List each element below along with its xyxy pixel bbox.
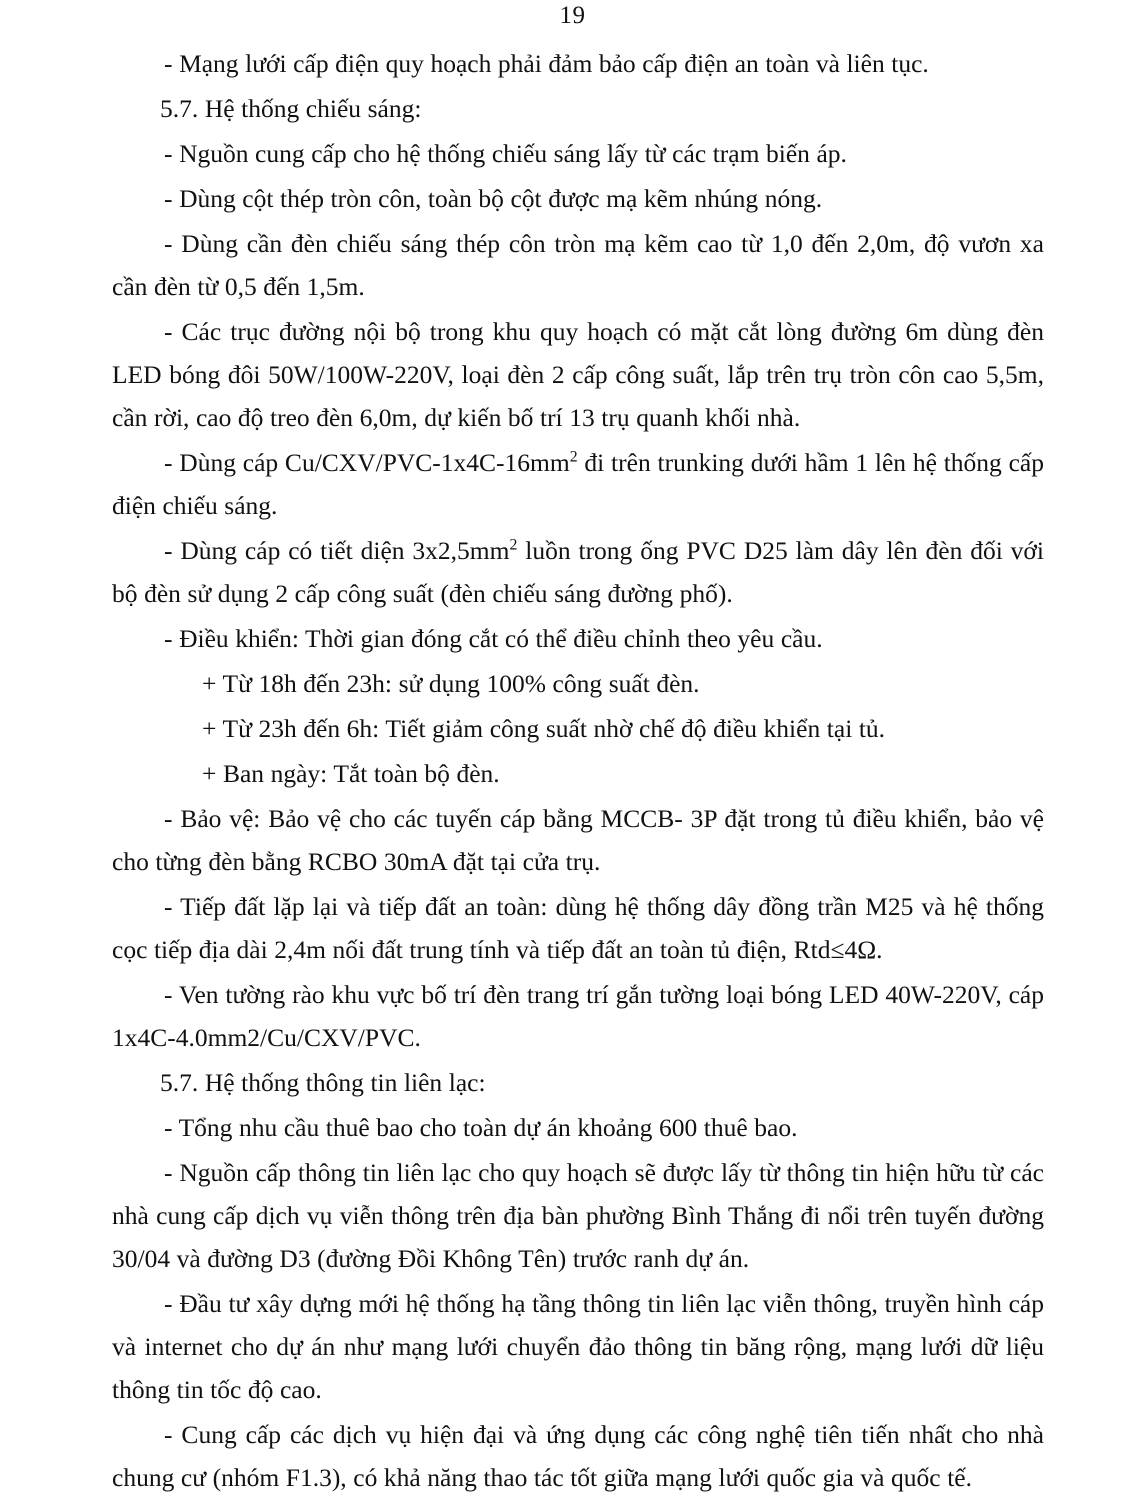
paragraph: - Cung cấp các dịch vụ hiện đại và ứng dụng các công nghệ tiên tiến nhất cho nhà chung cư (nhóm F1.3), có khả năng thao tác tốt giữa mạng lưới quốc gia và quốc tế. xyxy=(112,1420,1044,1492)
section-heading: 5.7. Hệ thống thông tin liên lạc: xyxy=(160,1068,486,1097)
superscript: 2 xyxy=(509,536,518,554)
paragraph: - Đầu tư xây dựng mới hệ thống hạ tầng thông tin liên lạc viễn thông, truyền hình cáp và internet cho dự án như mạng lưới chuyển đảo thông tin băng rộng, mạng lưới dữ liệu thông tin tốc độ cao. xyxy=(112,1289,1044,1404)
paragraph: - Nguồn cung cấp cho hệ thống chiếu sáng lấy từ các trạm biến áp. xyxy=(164,139,847,168)
paragraph: - Các trục đường nội bộ trong khu quy hoạch có mặt cắt lòng đường 6m dùng đèn LED bóng đôi 50W/100W-220V, loại đèn 2 cấp công suất, lắp trên trụ tròn côn cao 5,5m, cần rời, cao độ treo đèn 6,0m, dự kiến bố trí 13 trụ quanh khối nhà. xyxy=(112,317,1044,432)
superscript: 2 xyxy=(569,448,578,466)
document-body xyxy=(112,42,1044,1500)
paragraph xyxy=(112,529,1044,615)
sub-item: + Ban ngày: Tắt toàn bộ đèn. xyxy=(202,759,500,788)
paragraph: - Điều khiển: Thời gian đóng cắt có thể điều chỉnh theo yêu cầu. xyxy=(164,624,823,653)
page-number: 19 xyxy=(559,2,586,29)
paragraph-text-before: - Dùng cáp có tiết diện 3x2,5mm xyxy=(164,536,510,565)
paragraph xyxy=(112,441,1044,527)
paragraph: - Nguồn cấp thông tin liên lạc cho quy hoạch sẽ được lấy từ thông tin hiện hữu từ các nhà cung cấp dịch vụ viễn thông trên địa bàn phường Bình Thắng đi nổi trên tuyến đường 30/04 và đường D3 (đường Đồi Không Tên) trước ranh dự án. xyxy=(112,1158,1044,1273)
paragraph: - Mạng lưới cấp điện quy hoạch phải đảm bảo cấp điện an toàn và liên tục. xyxy=(164,49,929,78)
sub-item: + Từ 18h đến 23h: sử dụng 100% công suất đèn. xyxy=(202,669,700,698)
paragraph: - Bảo vệ: Bảo vệ cho các tuyến cáp bằng MCCB- 3P đặt trong tủ điều khiển, bảo vệ cho từng đèn bằng RCBO 30mA đặt tại cửa trụ. xyxy=(112,804,1044,876)
paragraph-text-after: luồn trong ống PVC D25 làm dây lên đèn đối với bộ đèn sử dụng 2 cấp công suất (đèn chiếu sáng đường phố). xyxy=(112,536,1044,608)
sub-item: + Từ 23h đến 6h: Tiết giảm công suất nhờ chế độ điều khiển tại tủ. xyxy=(202,714,886,743)
paragraph: - Tổng nhu cầu thuê bao cho toàn dự án khoảng 600 thuê bao. xyxy=(164,1113,798,1142)
paragraph: - Dùng cột thép tròn côn, toàn bộ cột được mạ kẽm nhúng nóng. xyxy=(164,184,823,213)
paragraph-text-after: đi trên trunking dưới hầm 1 lên hệ thống cấp điện chiếu sáng. xyxy=(112,448,1044,520)
paragraph: - Ven tường rào khu vực bố trí đèn trang trí gắn tường loại bóng LED 40W-220V, cáp 1x4C-4.0mm2/Cu/CXV/PVC. xyxy=(112,980,1044,1052)
paragraph: - Dùng cần đèn chiếu sáng thép côn tròn mạ kẽm cao từ 1,0 đến 2,0m, độ vươn xa cần đèn từ 0,5 đến 1,5m. xyxy=(112,229,1044,301)
section-heading: 5.7. Hệ thống chiếu sáng: xyxy=(160,94,422,123)
paragraph: - Tiếp đất lặp lại và tiếp đất an toàn: dùng hệ thống dây đồng trần M25 và hệ thống cọc tiếp địa dài 2,4m nối đất trung tính và tiếp đất an toàn tủ điện, Rtd≤4Ω. xyxy=(112,892,1044,964)
paragraph-text-before: - Dùng cáp Cu/CXV/PVC-1x4C-16mm xyxy=(164,448,570,477)
